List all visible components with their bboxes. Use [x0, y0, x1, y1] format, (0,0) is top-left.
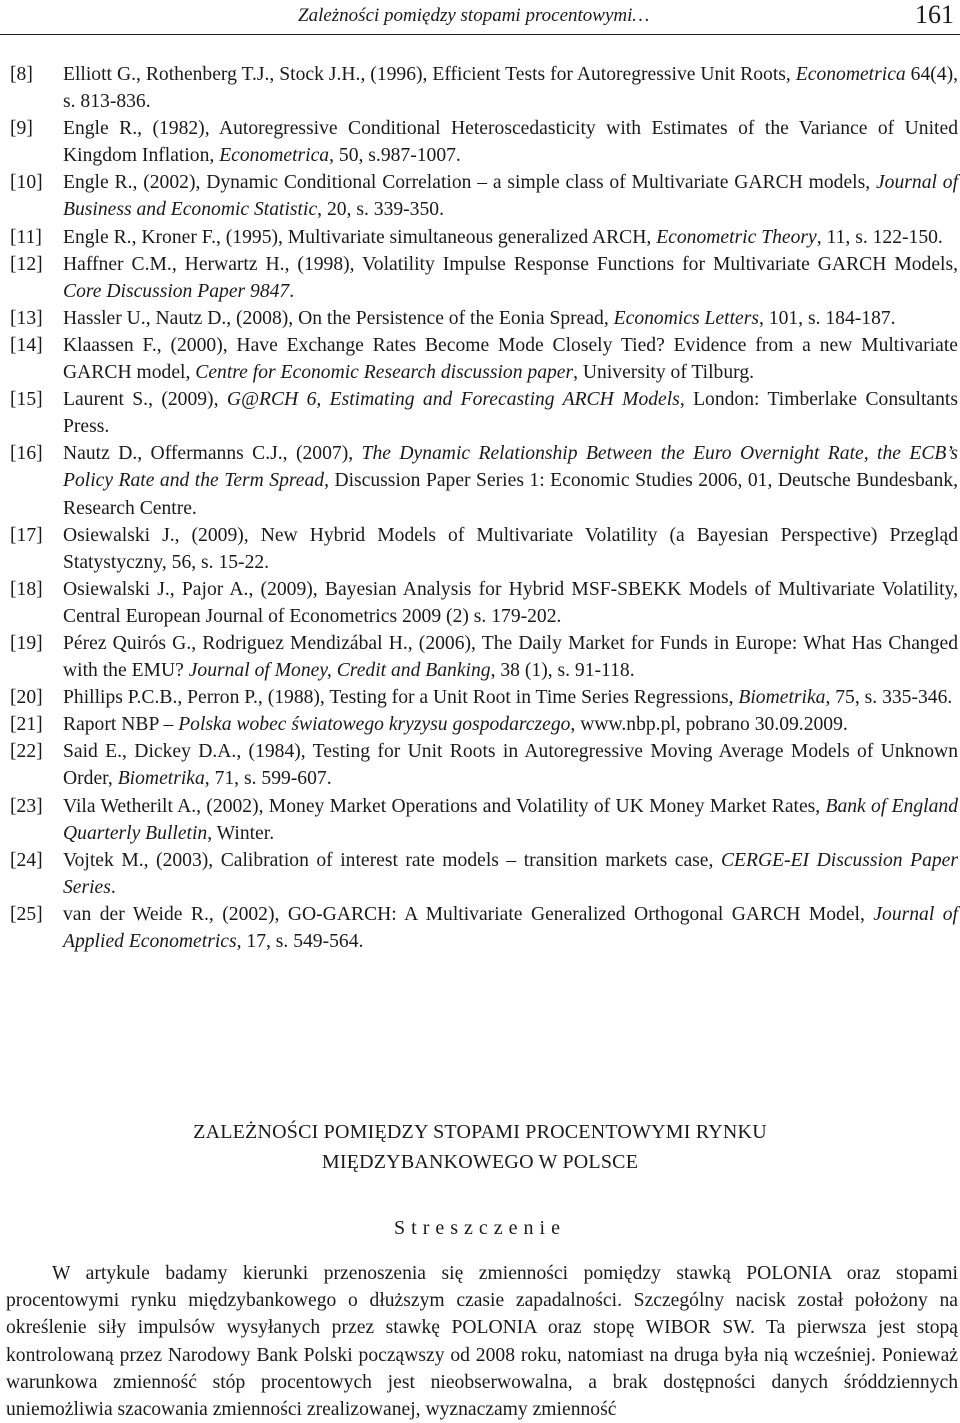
reference-italic-text: Economics Letters — [613, 307, 759, 329]
reference-italic-text: Biometrika — [117, 768, 205, 790]
reference-number: [20] — [10, 687, 43, 709]
reference-item — [10, 224, 958, 251]
reference-number: [8] — [10, 64, 33, 85]
abstract-text: W artykule badamy kierunki przenoszenia się zmienności pomiędzy stawką POLONIA oraz stopami procentowymi rynku międzybankowego o dłuższym czasie zapadalności. Szczególny nacisk został położony na określenie siły impulsów wysyłanych przez stawkę POLONIA oraz stopę WIBOR SW. Ta pierwsza jest stopą kontrolowaną przez Narodowy Bank Polski począwszy od 2008 roku, natomiast na druga była nią wcześniej. Ponieważ warunkowa zmienność stóp procentowych jest nieobserwowalna, a brak dostępności danych śróddziennych uniemożliwia szacowania zmienności zrealizowanej, wyznaczamy zmienność — [6, 1263, 958, 1421]
reference-item — [10, 793, 958, 847]
reference-number: [24] — [10, 849, 43, 871]
reference-italic-text: Centre for Economic Research discussion paper — [195, 362, 574, 384]
reference-text: Raport NBP – — [63, 714, 179, 736]
reference-item — [10, 440, 958, 521]
reference-item — [10, 576, 958, 630]
reference-number: [18] — [10, 578, 43, 600]
reference-item — [10, 738, 958, 792]
reference-text: Nautz D., Offermanns C.J., (2007), — [63, 443, 362, 465]
reference-item — [10, 684, 958, 711]
reference-number: [15] — [10, 389, 43, 411]
reference-italic-text: Bank of England Quarterly Bulletin — [63, 795, 958, 844]
reference-text: Elliott G., Rothenberg T.J., Stock J.H., (1996), Efficient Tests for Autoregressive Unit Roots, — [63, 64, 796, 85]
reference-text: , 75, s. 335-346. — [825, 687, 953, 709]
reference-item — [10, 386, 958, 440]
reference-text: , 50, s.987-1007. — [329, 145, 461, 167]
reference-item — [10, 901, 958, 955]
reference-italic-text: Core Discussion Paper 9847 — [63, 280, 290, 302]
summary-heading: Streszczenie — [394, 1217, 566, 1239]
reference-text: Vojtek M., (2003), Calibration of interest rate models – transition markets case, — [63, 849, 721, 871]
summary-section — [0, 1117, 960, 1421]
reference-italic-text: Journal of Business and Economic Statistic — [63, 172, 959, 221]
reference-number: [25] — [10, 903, 43, 925]
reference-italic-text: The Dynamic Relationship Between the Euro Overnight Rate, the ECB’s Policy Rate and the Term Spread — [63, 443, 958, 492]
reference-number: [22] — [10, 741, 43, 763]
reference-text: , Winter. — [207, 822, 275, 844]
reference-text: . — [289, 280, 295, 302]
reference-italic-text: Econometrica — [795, 64, 906, 85]
reference-text: , Discussion Paper Series 1: Economic Studies 2006, 01, Deutsche Bundesbank, Research Centre. — [63, 470, 958, 519]
reference-item — [10, 332, 958, 386]
reference-text: 64(4), s. 813-836. — [63, 64, 958, 113]
reference-number: [14] — [10, 334, 43, 356]
reference-text: Hassler U., Nautz D., (2008), On the Persistence of the Eonia Spread, — [63, 307, 614, 329]
reference-text: Engle R., (2002), Dynamic Conditional Correlation – a simple class of Multivariate GARCH models, — [63, 172, 876, 194]
reference-text: Vila Wetherilt A., (2002), Money Market Operations and Volatility of UK Money Market Rates, — [63, 795, 826, 817]
reference-number: [23] — [10, 795, 43, 817]
reference-text: Engle R., (1982), Autoregressive Conditional Heteroscedasticity with Estimates of the Variance of United Kingdom Inflation, — [63, 118, 958, 167]
reference-text: Said E., Dickey D.A., (1984), Testing for Unit Roots in Autoregressive Moving Average Models of Unknown Order, — [63, 741, 958, 790]
reference-text: Haffner C.M., Herwartz H., (1998), Volatility Impulse Response Functions for Multivariate GARCH Models, — [63, 253, 958, 275]
reference-number: [12] — [10, 253, 43, 275]
reference-text: Phillips P.C.B., Perron P., (1988), Testing for a Unit Root in Time Series Regressions, — [63, 687, 739, 709]
reference-item — [10, 522, 958, 576]
running-header — [0, 0, 960, 35]
reference-italic-text: Journal of Money, Credit and Banking — [188, 660, 491, 682]
reference-italic-text: Journal of Applied Econometrics — [63, 903, 959, 952]
reference-text: Engle R., Kroner F., (1995), Multivariate simultaneous generalized ARCH, — [63, 226, 657, 248]
running-title: Zależności pomiędzy stopami procentowymi… — [298, 5, 650, 26]
reference-text: Laurent S., (2009), — [63, 389, 227, 411]
reference-text: , 71, s. 599-607. — [204, 768, 332, 790]
reference-italic-text: Econometric Theory — [656, 226, 817, 248]
reference-item — [10, 630, 958, 684]
reference-italic-text: G@RCH 6, Estimating and Forecasting ARCH Models — [226, 389, 680, 411]
summary-title-line-2: MIĘDZYBANKOWEGO W POLSCE — [321, 1151, 639, 1173]
reference-text: Klaassen F., (2000), Have Exchange Rates Become Mode Closely Tied? Evidence from a new Multivariate GARCH model, — [63, 334, 958, 384]
reference-list — [10, 61, 958, 955]
reference-item — [10, 305, 958, 332]
reference-item — [10, 711, 958, 738]
reference-text: van der Weide R., (2002), GO-GARCH: A Multivariate Generalized Orthogonal GARCH Model, — [63, 903, 874, 925]
reference-text: , 101, s. 184-187. — [758, 307, 896, 329]
summary-title-line-1: ZALEŻNOŚCI POMIĘDZY STOPAMI PROCENTOWYMI RYNKU — [193, 1121, 767, 1143]
reference-text: , 20, s. 339-350. — [317, 199, 444, 221]
reference-number: [10] — [10, 172, 43, 194]
reference-text: Pérez Quirós G., Rodriguez Mendizábal H., (2006), The Daily Market for Funds in Europe: What Has Changed with the EMU? — [63, 632, 958, 682]
reference-number: [19] — [10, 632, 43, 654]
reference-number: [11] — [10, 226, 42, 248]
reference-text: . — [110, 876, 116, 898]
reference-text: Osiewalski J., (2009), New Hybrid Models of Multivariate Volatility (a Bayesian Perspective) Przegląd Statystyczny, 56, s. 15-22. — [63, 524, 958, 573]
reference-text: , 11, s. 122-150. — [816, 226, 943, 248]
reference-item — [10, 115, 958, 169]
reference-italic-text: Econometrica — [219, 145, 330, 167]
reference-number: [17] — [10, 524, 43, 546]
reference-text: , 17, s. 549-564. — [236, 931, 364, 952]
reference-text: , London: Timberlake Consultants Press. — [63, 389, 958, 438]
reference-text: Osiewalski J., Pajor A., (2009), Bayesian Analysis for Hybrid MSF-SBEKK Models of Multivariate Volatility, Central European Journal of Econometrics 2009 (2) s. 179-202. — [63, 578, 958, 627]
reference-number: [13] — [10, 307, 43, 329]
reference-number: [9] — [10, 118, 33, 140]
reference-italic-text: CERGE-EI Discussion Paper Series — [63, 849, 959, 898]
reference-item — [10, 61, 958, 115]
reference-item — [10, 169, 958, 223]
reference-number: [21] — [10, 714, 43, 736]
summary-title — [0, 1117, 960, 1177]
page-number: 161 — [915, 0, 954, 29]
reference-item — [10, 251, 958, 305]
reference-italic-text: Biometrika — [738, 687, 826, 709]
reference-item — [10, 847, 958, 901]
reference-number: [16] — [10, 443, 43, 465]
reference-text: , University of Tilburg. — [573, 362, 755, 384]
reference-text: , www.nbp.pl, pobrano 30.09.2009. — [570, 714, 848, 736]
reference-italic-text: Polska wobec światowego kryzysu gospodarczego — [178, 714, 571, 736]
reference-text: , 38 (1), s. 91-118. — [490, 660, 635, 682]
